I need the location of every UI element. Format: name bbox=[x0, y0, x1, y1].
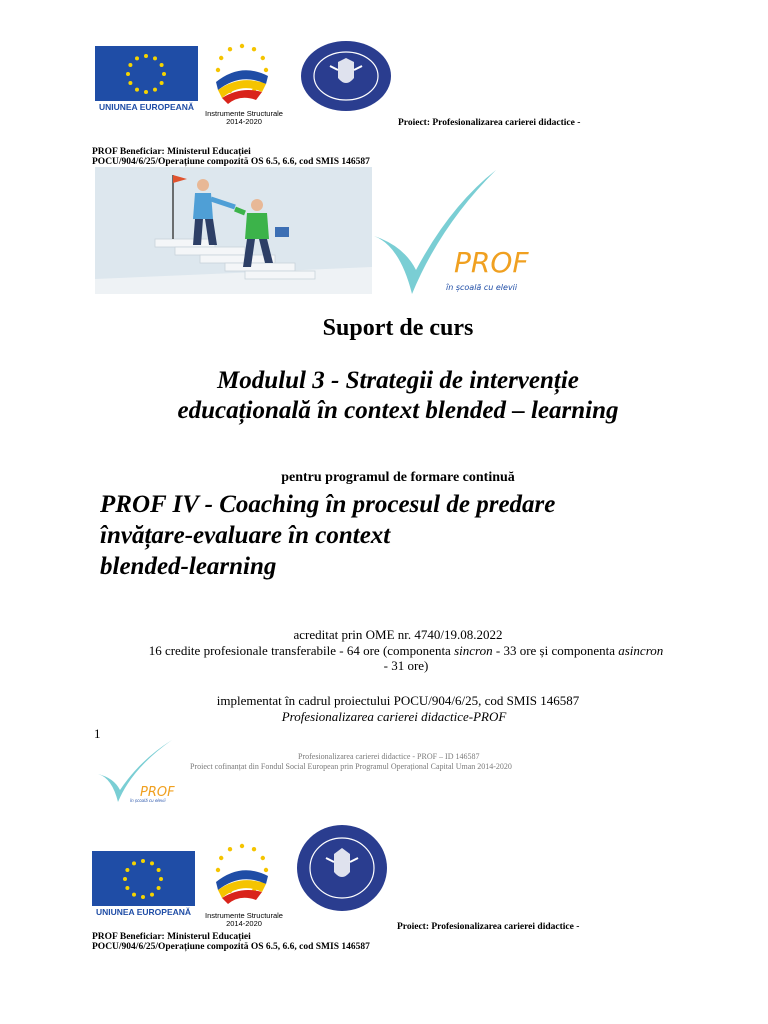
star-icon bbox=[159, 877, 163, 881]
guvernul-romaniei-seal-2 bbox=[296, 824, 388, 912]
star-icon bbox=[157, 868, 161, 872]
footer-prof-logo bbox=[96, 738, 180, 804]
footer-prof-brand: PROF bbox=[140, 785, 175, 800]
accreditation-text: acreditat prin OME nr. 4740/19.08.2022 bbox=[293, 627, 503, 642]
star-icon bbox=[125, 868, 129, 872]
star-icon bbox=[141, 895, 145, 899]
star-icon bbox=[126, 72, 130, 76]
star-icon bbox=[153, 88, 157, 92]
coaching-illustration bbox=[95, 167, 372, 294]
page-number: 1 bbox=[94, 726, 101, 741]
credits-part-c: - 31 ore) bbox=[383, 658, 429, 673]
star-icon bbox=[264, 68, 268, 72]
program-line-2: învățare-evaluare în context bbox=[100, 522, 391, 549]
credits-part-b: - 33 ore și componenta bbox=[492, 643, 619, 658]
header-beneficiary: PROF Beneficiar: Ministerul Educației bbox=[92, 147, 251, 157]
eu-label: UNIUNEA EUROPEANĂ bbox=[95, 101, 198, 114]
star-icon bbox=[264, 868, 268, 872]
star-icon bbox=[219, 56, 223, 60]
instrumente-structurale-logo bbox=[206, 42, 276, 112]
credits-sincron: sincron bbox=[454, 643, 493, 658]
instrumente-line2-2: 2014-2020 bbox=[226, 919, 262, 928]
star-icon bbox=[141, 859, 145, 863]
module-line-2: educațională în context blended – learning bbox=[177, 397, 619, 424]
header2-project: Proiect: Profesionalizarea carierei didactice - bbox=[397, 922, 580, 932]
star-icon bbox=[144, 54, 148, 58]
star-icon bbox=[240, 844, 244, 848]
star-icon bbox=[128, 63, 132, 67]
credits-text bbox=[108, 643, 704, 673]
star-icon bbox=[228, 47, 232, 51]
eu-stars-icon bbox=[95, 46, 198, 102]
instrumente-line1-2: Instrumente Structurale bbox=[205, 911, 283, 920]
star-icon bbox=[252, 847, 256, 851]
header-pocu: POCU/904/6/25/Operațiune compozită OS 6.5, 6.6, cod SMIS 146587 bbox=[92, 157, 370, 167]
star-icon bbox=[150, 861, 154, 865]
star-icon bbox=[123, 877, 127, 881]
footer-line-1 bbox=[190, 752, 608, 772]
module-title bbox=[0, 366, 768, 426]
star-icon bbox=[228, 847, 232, 851]
eu-label-2: UNIUNEA EUROPEANĂ bbox=[92, 906, 195, 919]
star-icon bbox=[261, 56, 265, 60]
program-intro: pentru programul de formare continuă bbox=[281, 470, 515, 485]
footer-prof-tagline: în școală cu elevii bbox=[130, 798, 166, 803]
star-icon bbox=[150, 893, 154, 897]
instrumente-structurale-logo-2 bbox=[206, 842, 276, 912]
program-line-3: blended-learning bbox=[100, 553, 277, 580]
program-title bbox=[100, 489, 720, 582]
header-project: Proiect: Profesionalizarea carierei didactice - bbox=[398, 118, 581, 128]
star-icon bbox=[132, 861, 136, 865]
footer-cofinance: Proiect cofinanțat din Fondul Social European prin Programul Operațional Capital Uman 2014-2020 bbox=[190, 762, 512, 771]
star-icon bbox=[219, 856, 223, 860]
header2-pocu: POCU/904/6/25/Operațiune compozită OS 6.5, 6.6, cod SMIS 146587 bbox=[92, 942, 370, 952]
credits-part-a: 16 credite profesionale transferabile - 64 ore (componenta bbox=[148, 643, 455, 658]
module-line-1: Modulul 3 - Strategii de intervenție bbox=[217, 367, 579, 394]
star-icon bbox=[135, 56, 139, 60]
instrumente-line1: Instrumente Structurale bbox=[205, 109, 283, 118]
prof-brand: PROF bbox=[454, 246, 529, 279]
star-icon bbox=[252, 47, 256, 51]
star-icon bbox=[160, 81, 164, 85]
star-icon bbox=[216, 68, 220, 72]
star-icon bbox=[240, 44, 244, 48]
star-icon bbox=[135, 88, 139, 92]
implementation-text: implementat în cadrul proiectului POCU/904/6/25, cod SMIS 146587 bbox=[216, 693, 580, 708]
instrumente-line2: 2014-2020 bbox=[226, 117, 262, 126]
guvernul-romaniei-seal bbox=[300, 40, 392, 112]
project-name: Profesionalizarea carierei didactice-PROF bbox=[281, 709, 507, 724]
star-icon bbox=[144, 90, 148, 94]
footer-project-id: Profesionalizarea carierei didactice - PROF – ID 146587 bbox=[298, 752, 480, 761]
program-line-1: PROF IV - Coaching în procesul de predare bbox=[100, 491, 556, 518]
star-icon bbox=[261, 856, 265, 860]
star-icon bbox=[125, 886, 129, 890]
star-icon bbox=[128, 81, 132, 85]
eu-flag-logo bbox=[95, 46, 198, 114]
star-icon bbox=[160, 63, 164, 67]
prof-tagline: în școală cu elevii bbox=[446, 283, 518, 292]
instrumente-label-2 bbox=[196, 912, 292, 928]
header2-beneficiary: PROF Beneficiar: Ministerul Educației bbox=[92, 932, 251, 942]
page-title: Suport de curs bbox=[322, 315, 474, 341]
star-icon bbox=[153, 56, 157, 60]
credits-asincron: asincron bbox=[618, 643, 664, 658]
eu-flag-logo-2 bbox=[92, 851, 195, 919]
star-icon bbox=[216, 868, 220, 872]
star-icon bbox=[157, 886, 161, 890]
prof-checkmark-logo bbox=[370, 166, 545, 296]
instrumente-label bbox=[196, 110, 292, 126]
eu-stars-icon-2 bbox=[92, 851, 195, 907]
star-icon bbox=[132, 893, 136, 897]
star-icon bbox=[162, 72, 166, 76]
